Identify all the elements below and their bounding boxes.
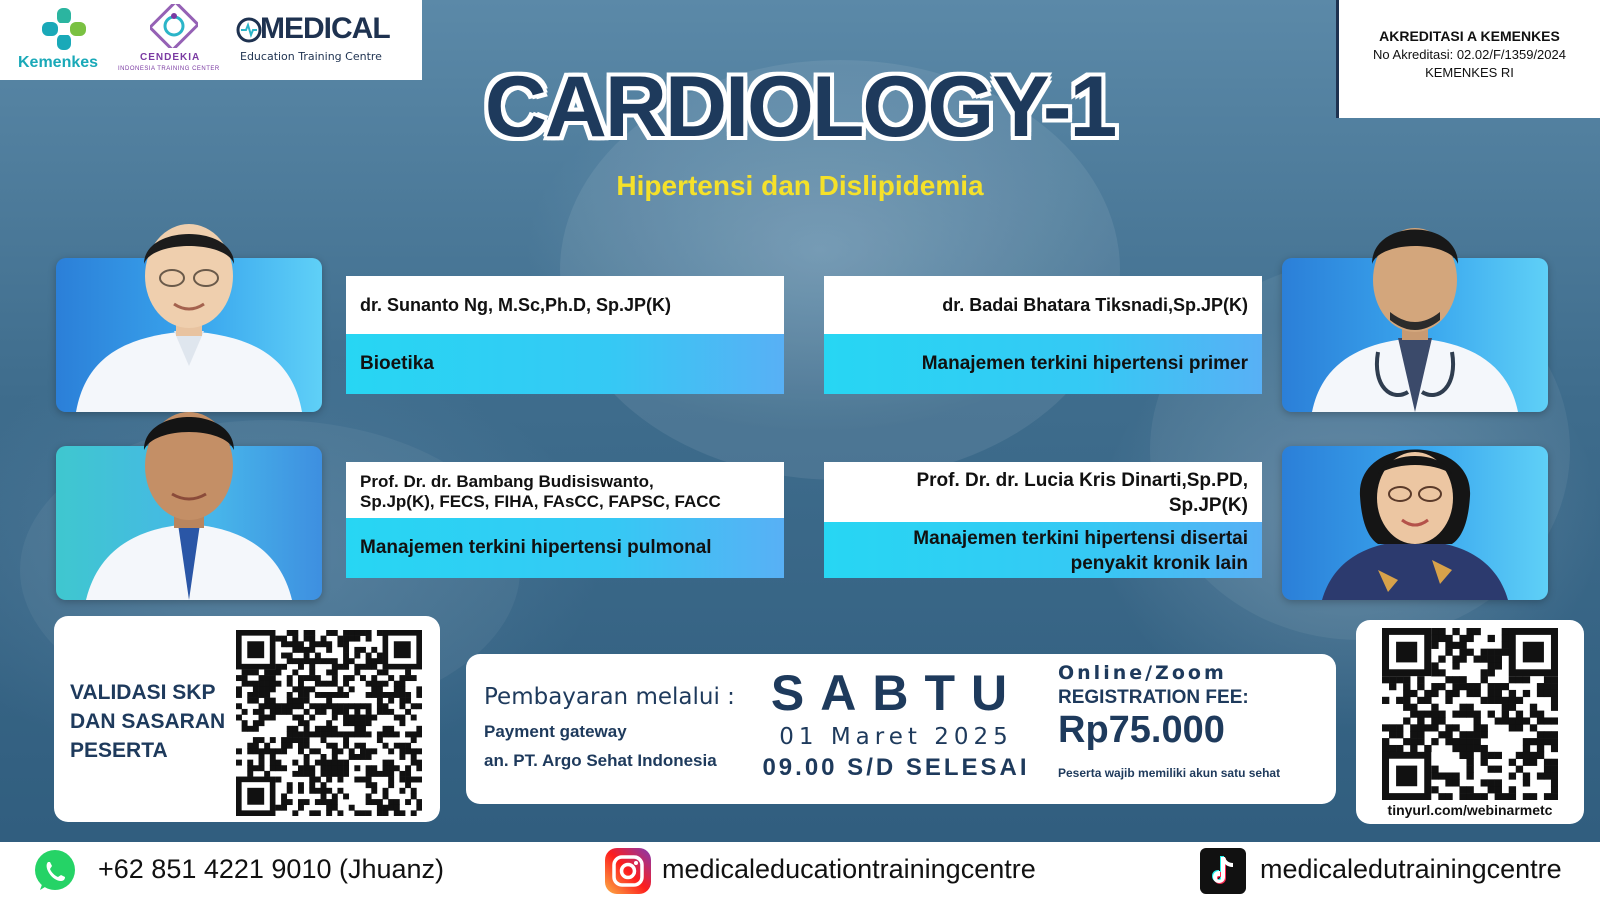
- speaker-4-topic-line1: Manajemen terkini hipertensi disertai: [913, 528, 1248, 549]
- skp-line-1: VALIDASI SKP: [70, 681, 216, 704]
- speaker-3-name: [346, 462, 784, 518]
- event-time: 09.00 S/D SELESAI: [762, 754, 1030, 781]
- logo-bar: [0, 0, 422, 80]
- registration-qr-box: [1356, 620, 1584, 824]
- skp-line-2: DAN SASARAN: [70, 710, 226, 733]
- speaker-2-info: [824, 276, 1262, 394]
- speaker-1-topic: Bioetika: [346, 334, 784, 394]
- accreditation-issuer: KEMENKES RI: [1425, 65, 1514, 80]
- whatsapp-icon: [30, 846, 80, 896]
- skp-line-3: PESERTA: [70, 739, 168, 762]
- registration-price: Rp75.000: [1058, 709, 1225, 751]
- speaker-3-name-line2: Sp.Jp(K), FECS, FIHA, FAsCC, FAPSC, FACC: [360, 492, 721, 511]
- accreditation-title: AKREDITASI A KEMENKES: [1379, 28, 1560, 44]
- medical-logo-text: MEDICAL: [260, 12, 390, 45]
- event-date: 01 Maret 2025: [779, 724, 1013, 750]
- speaker-4-portrait-icon: [1282, 420, 1548, 600]
- speaker-2-name: dr. Badai Bhatara Tiksnadi,Sp.JP(K): [824, 276, 1262, 334]
- speaker-4-topic-line2: penyakit kronik lain: [1070, 553, 1248, 574]
- speaker-1-info: [346, 276, 784, 394]
- speaker-4-info: [824, 462, 1262, 578]
- speaker-4-name-line2: Sp.JP(K): [1168, 495, 1248, 516]
- payment-info-box: [466, 654, 1336, 804]
- kemenkes-logo-icon: [40, 6, 90, 52]
- registration-fee-label: REGISTRATION FEE:: [1058, 687, 1249, 708]
- cendekia-logo-subtext: INDONESIA TRAINING CENTER: [118, 66, 220, 72]
- speaker-4-name-line1: Prof. Dr. dr. Lucia Kris Dinarti,Sp.PD,: [916, 470, 1248, 491]
- event-mode: Online/Zoom: [1058, 662, 1227, 684]
- speaker-3-info: [346, 462, 784, 578]
- tiktok-icon: [1198, 846, 1248, 896]
- contact-footer: [0, 842, 1600, 900]
- event-title: CARDIOLOGY-1: [484, 59, 1116, 155]
- payment-account: an. PT. Argo Sehat Indonesia: [484, 751, 717, 770]
- speaker-1-portrait-icon: [56, 206, 322, 412]
- payment-method: Payment gateway: [484, 722, 627, 741]
- skp-qr-code-icon[interactable]: [236, 630, 422, 816]
- cendekia-logo-text: CENDEKIA: [140, 52, 201, 63]
- skp-validation-box: [54, 616, 440, 822]
- instagram-handle[interactable]: medicaleducationtrainingcentre: [662, 854, 1036, 884]
- event-day: SABTU: [770, 665, 1024, 721]
- speaker-3-topic: Manajemen terkini hipertensi pulmonal: [346, 518, 784, 578]
- speaker-2-topic: Manajemen terkini hipertensi primer: [824, 334, 1262, 394]
- instagram-icon: [603, 846, 653, 896]
- speaker-3-portrait-icon: [56, 400, 322, 600]
- speaker-4-topic: [824, 522, 1262, 578]
- skp-validation-text: [70, 678, 225, 765]
- kemenkes-logo-text: Kemenkes: [18, 54, 99, 71]
- medical-logo-icon: [235, 16, 263, 44]
- registration-url[interactable]: tinyurl.com/webinarmetc: [1387, 802, 1553, 818]
- accreditation-number: No Akreditasi: 02.02/F/1359/2024: [1373, 47, 1566, 62]
- cendekia-logo-icon: [150, 4, 198, 48]
- registration-note: Peserta wajib memiliki akun satu sehat: [1058, 766, 1281, 780]
- medical-logo-subtext: Education Training Centre: [240, 50, 382, 63]
- speaker-4-name: [824, 462, 1262, 522]
- registration-qr-code-icon[interactable]: [1382, 628, 1558, 800]
- event-subtitle: Hipertensi dan Dislipidemia: [616, 170, 984, 201]
- speaker-1-name: dr. Sunanto Ng, M.Sc,Ph.D, Sp.JP(K): [346, 276, 784, 334]
- payment-heading: Pembayaran melalui :: [484, 684, 735, 710]
- speaker-3-name-line1: Prof. Dr. dr. Bambang Budisiswanto,: [360, 472, 654, 491]
- speaker-2-portrait-icon: [1282, 202, 1548, 412]
- tiktok-handle[interactable]: medicaledutrainingcentre: [1260, 854, 1562, 884]
- whatsapp-contact[interactable]: +62 851 4221 9010 (Jhuanz): [98, 854, 445, 884]
- accreditation-box: [1336, 0, 1600, 118]
